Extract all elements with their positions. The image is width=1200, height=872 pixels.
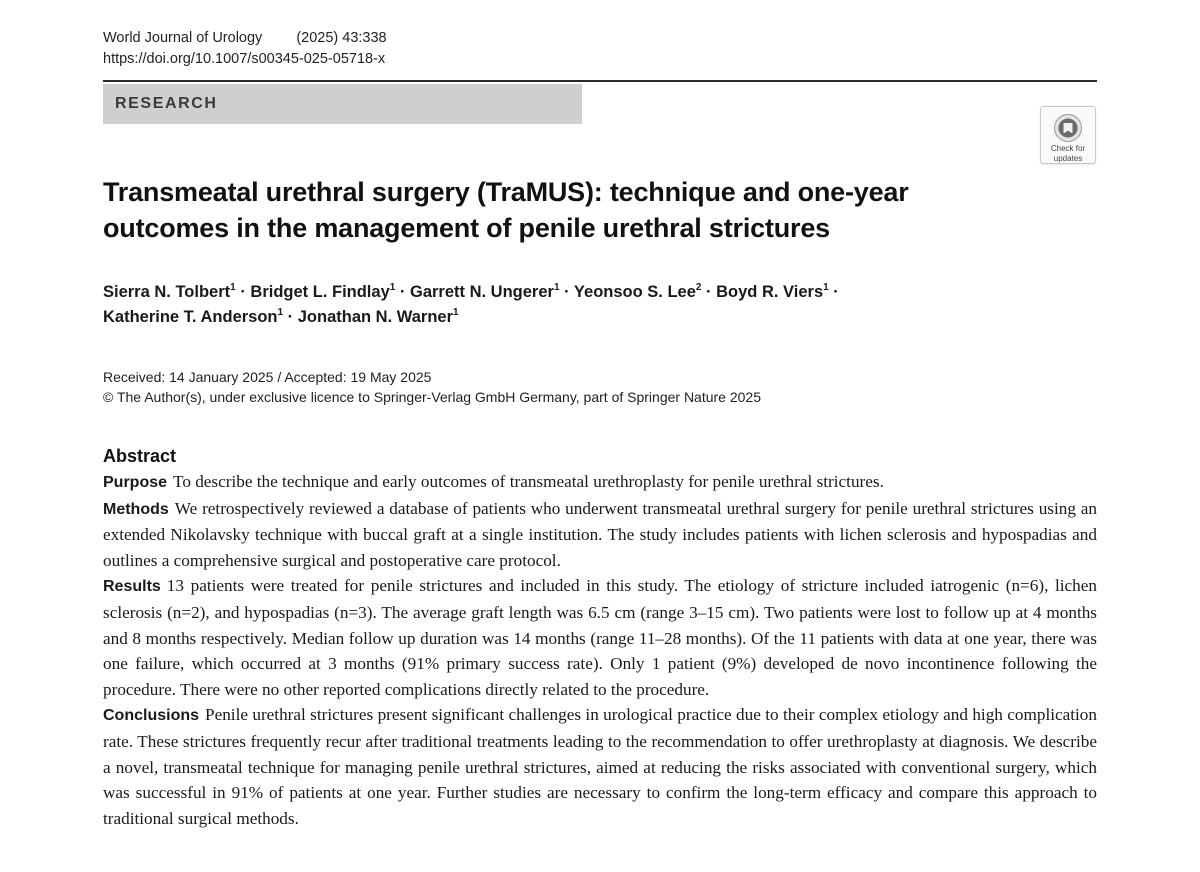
section-label: RESEARCH	[103, 84, 582, 124]
author-name[interactable]: Bridget L. Findlay	[250, 283, 390, 301]
author-affiliation: 1	[277, 307, 284, 318]
received-accepted-dates: Received: 14 January 2025 / Accepted: 19 May 2025	[103, 369, 432, 385]
abstract-results	[103, 573, 1097, 702]
author-name[interactable]: Katherine T. Anderson	[103, 308, 278, 326]
check-for-updates-badge[interactable]	[1040, 106, 1096, 164]
author-affiliation: 1	[823, 282, 829, 293]
conclusions-text: Penile urethral strictures present significant challenges in urological practice due to their complex etiology and high complication rate. These strictures frequently recur after traditional treatments leading to the recommendation to offer urethroplasty at diagnosis. We describe a novel, transmeatal technique for managing penile urethral strictures, aimed at reducing the risks associated with conventional surgery, which was successful in 91% of patients at one year. Further studies are necessary to confirm the long-term efficacy and compare this approach to traditional surgical methods.	[103, 705, 1097, 828]
author-name[interactable]: Garrett N. Ungerer	[410, 283, 554, 301]
purpose-text: To describe the technique and early outcomes of transmeatal urethroplasty for penile urethral strictures.	[173, 472, 884, 491]
author-name[interactable]: Jonathan N. Warner	[297, 308, 453, 326]
abstract-section	[103, 444, 1097, 831]
author-affiliation: 1	[230, 282, 236, 293]
author-separator: ·	[240, 283, 246, 301]
results-text: 13 patients were treated for penile strictures and included in this study. The etiology of stricture included iatrogenic (n=6), lichen sclerosis (n=2), and hypospadias (n=3). The average graft length was 6.5 cm (range 3–15 cm). Two patients were lost to follow up at 4 months and 8 months respectively. Median follow up duration was 14 months (range 11–28 months). Of the 11 patients with data at one year, there was one failure, which occurred at 3 months (91% primary success rate). Only 1 patient (9%) developed de novo incontinence following the procedure. There were no other reported complications directly related to the procedure.	[103, 576, 1097, 699]
author-affiliation: 1	[553, 282, 560, 293]
author-affiliation: 1	[453, 307, 459, 318]
conclusions-label: Conclusions	[103, 707, 200, 725]
author-list	[103, 280, 1043, 330]
abstract-heading: Abstract	[103, 446, 177, 466]
badge-line-2: updates	[1053, 154, 1083, 163]
badge-line-1: Check for	[1050, 144, 1086, 153]
abstract-purpose	[103, 469, 1097, 496]
author-separator: ·	[833, 283, 839, 301]
methods-label: Methods	[103, 500, 169, 518]
abstract-methods	[103, 496, 1097, 574]
check-for-updates-icon	[1053, 113, 1083, 143]
author-name[interactable]: Sierra N. Tolbert	[103, 283, 231, 301]
purpose-label: Purpose	[103, 474, 168, 491]
author-separator: ·	[287, 308, 294, 326]
author-separator: ·	[564, 283, 570, 301]
journal-citation	[103, 28, 387, 49]
author-separator: ·	[399, 283, 406, 301]
author-affiliation: 2	[695, 282, 702, 293]
author-affiliation: 1	[389, 282, 396, 293]
journal-header	[103, 28, 387, 70]
author-name[interactable]: Yeonsoo S. Lee	[573, 283, 696, 301]
header-rule	[103, 80, 1097, 82]
doi-link[interactable]: https://doi.org/10.1007/s00345-025-05718-x	[103, 51, 386, 67]
copyright-line: © The Author(s), under exclusive licence to Springer-Verlag GmbH Germany, part of Springer Nature 2025	[103, 389, 761, 405]
author-separator: ·	[706, 283, 712, 301]
article-dates	[103, 367, 761, 407]
results-label: Results	[103, 578, 161, 596]
article-title: Transmeatal urethral surgery (TraMUS): technique and one-year outcomes in the management of penile urethral strictures	[103, 177, 909, 243]
abstract-conclusions	[103, 702, 1097, 831]
journal-name: World Journal of Urology	[103, 30, 263, 46]
methods-text: We retrospectively reviewed a database of patients who underwent transmeatal urethral surgery for penile urethral strictures using an extended Nikolavsky technique with buccal graft at a single institution. The study includes patients with lichen sclerosis and hypospadias and outlines a comprehensive surgical and postoperative care protocol.	[103, 498, 1097, 570]
journal-volume: (2025) 43:338	[296, 30, 387, 46]
author-name[interactable]: Boyd R. Viers	[716, 283, 824, 301]
